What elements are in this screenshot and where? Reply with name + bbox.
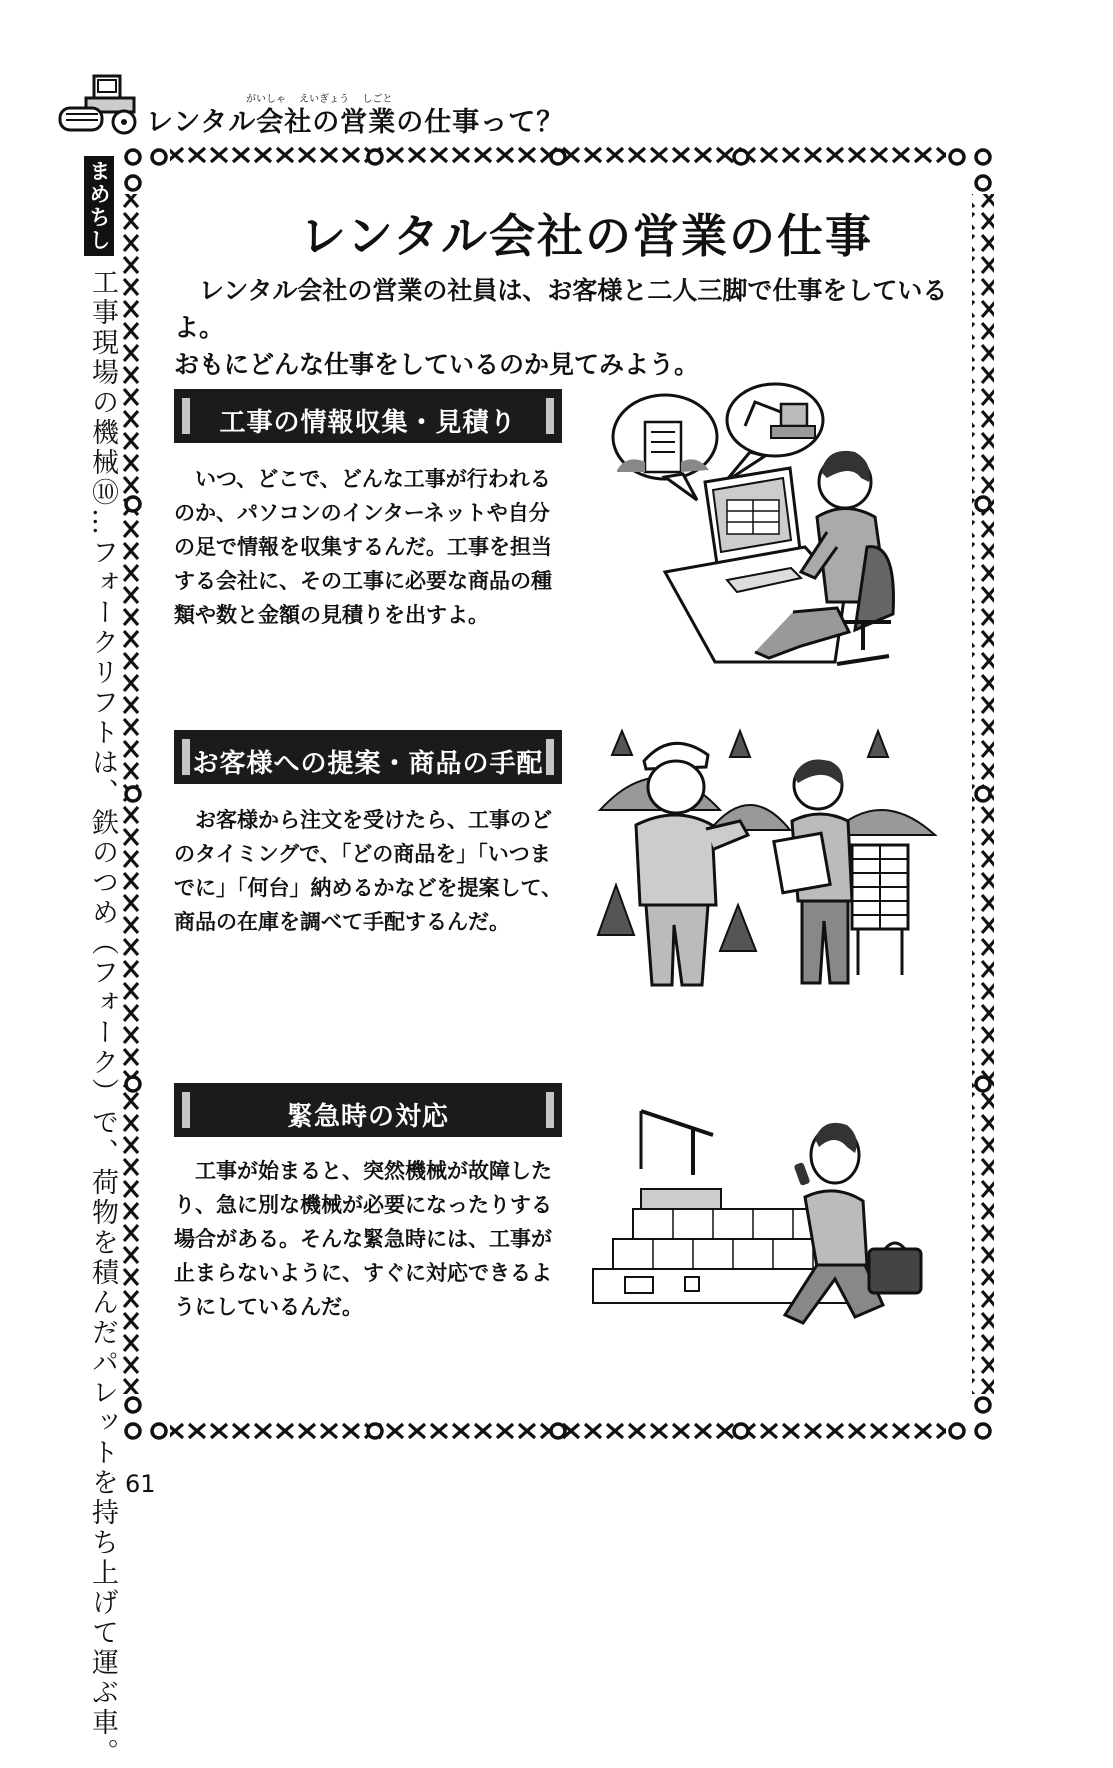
section-body-estimates: いつ、どこで、どんな工事が行われるのか、パソコンのインターネットや自分の足で情報を収集するんだ。工事を担当する会社に、その工事に必要な商品の種類や数と金額の見積りを出すよ。 <box>174 467 552 627</box>
section-heading-estimates: 工事の情報収集・見積り <box>174 389 562 443</box>
section-body-proposal: お客様から注文を受けたら、工事のどのタイミングで、「どの商品を」「いつまでに」「何台」納めるかなどを提案して、商品の在庫を調べて手配するんだ。 <box>174 808 563 934</box>
road-roller-icon <box>58 72 140 136</box>
main-title: レンタル会社の営業の仕事 <box>300 209 874 263</box>
section-heading-emergency: 緊急時の対応 <box>174 1083 562 1137</box>
page-number: 61 <box>125 1470 156 1498</box>
section-body-emergency: 工事が始まると、突然機械が故障したり、急に別な機械が必要になったりする場合がある。そんな緊急時には、工事が止まらないように、すぐに対応できるようにしているんだ。 <box>174 1159 552 1319</box>
sidebar-trivia-text: 工事現場の機械⑩…フォークリフトは、鉄のつめ（フォーク）で、荷物を積んだパレットを持ち上げて運ぶ車。 <box>87 268 118 1768</box>
section-heading-proposal: お客様への提案・商品の手配 <box>174 730 562 784</box>
page-header-title: レンタル会社の営業の仕事って？ <box>146 107 565 138</box>
urgent-phone-call-illustration <box>585 1105 930 1330</box>
intro-text <box>174 272 964 383</box>
construction-site-meeting-illustration <box>590 725 940 995</box>
header-ruby: がいしゃ えいぎょう しごと <box>246 94 393 105</box>
intro-line-2: おもにどんな仕事をしているのか見てみよう。 <box>174 350 700 379</box>
intro-line-1: レンタル会社の営業の社員は、お客様と二人三脚で仕事をしているよ。 <box>174 276 948 342</box>
mamechishiki-label: まめちしき <box>84 156 114 256</box>
office-worker-computer-illustration <box>605 382 895 672</box>
